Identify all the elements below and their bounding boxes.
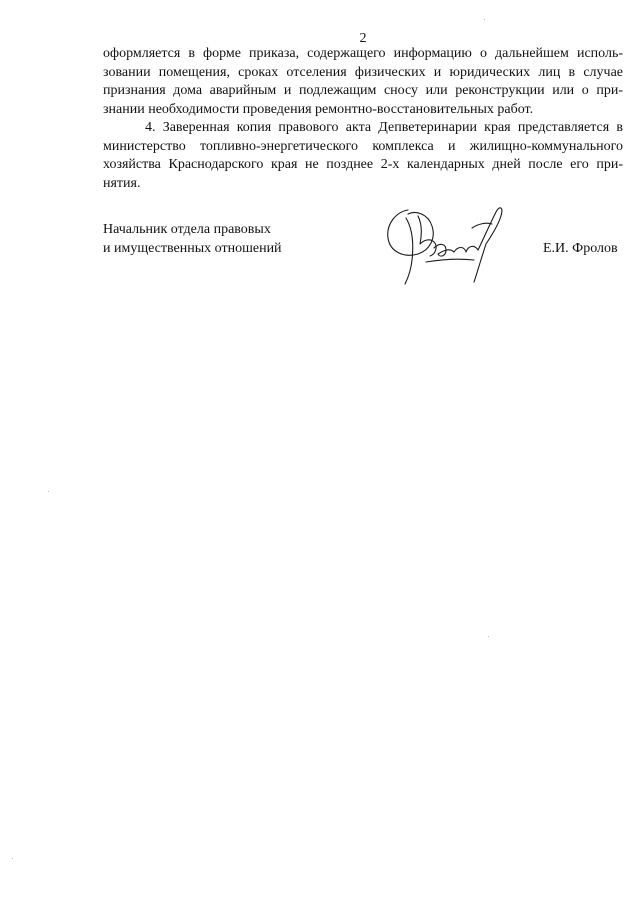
text-line: министерство топливно-энергетического комплекса и жилищно-коммунального [103,138,623,154]
scan-speck [48,491,49,492]
scan-speck [484,19,485,20]
signer-position [103,221,282,258]
text-line: нятия. [103,175,141,191]
handwritten-signature-icon [378,198,513,290]
text-line: хозяйства Краснодарского края не позднее 2-х календарных дней после его при- [103,157,623,172]
scan-speck [488,636,489,637]
text-line: оформляется в форме приказа, содержащего информацию о дальнейшем исполь- [103,46,623,61]
text-line: знании необходимости проведения ремонтно-восстановительных работ. [103,101,534,117]
signer-position-line: и имущественных отношений [103,240,282,256]
signer-position-line: Начальник отдела правовых [103,222,271,237]
signer-name: Е.И. Фролов [543,241,618,256]
scan-speck [12,858,13,859]
text-line: зовании помещения, сроках отселения физических и юридических лиц в случае [103,64,623,80]
page-number: 2 [359,31,367,46]
text-line: признания дома аварийным и подлежащим сносу или реконструкции или о при- [103,83,623,98]
text-line: 4. Заверенная копия правового акта Депветеринарии края представляется в [145,120,623,135]
